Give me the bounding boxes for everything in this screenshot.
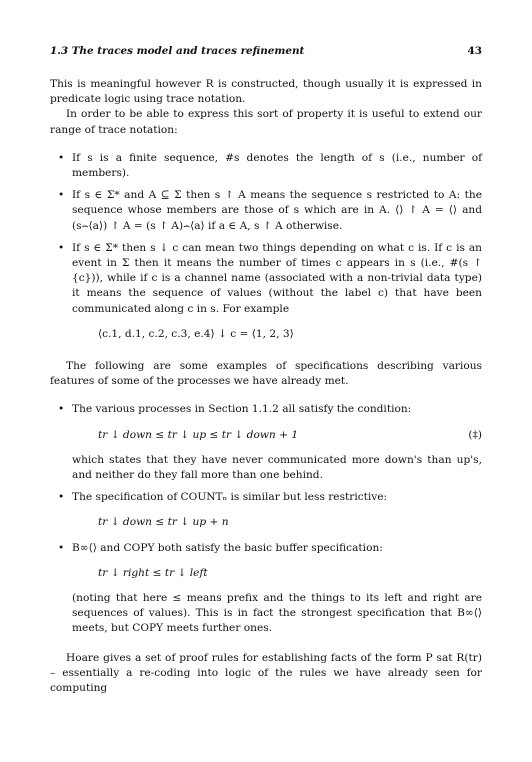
bullet-icon: • — [58, 541, 65, 554]
bullet-icon: • — [58, 241, 65, 254]
buffer-equation: tr ↓ right ≤ tr ↓ left — [98, 566, 208, 579]
condition-equation: tr ↓ down ≤ tr ↓ up ≤ tr ↓ down + 1 (‡) — [72, 428, 482, 443]
list-item: • If s is a finite sequence, #s denotes the length of s (i.e., number of members). — [58, 151, 482, 180]
count-equation: tr ↓ down ≤ tr ↓ up + n — [98, 516, 229, 529]
bullet-icon: • — [58, 151, 65, 164]
notation-list — [50, 151, 482, 342]
list-item: • B∞⟨⟩ and COPY both satisfy the basic buffer specification: tr ↓ right ≤ tr ↓ left (noting that here ≤ means prefix and the things to its left and right are sequences of values). This is in fact the strongest specification that B∞⟨⟩ meets, but COPY meets further ones. — [50, 541, 482, 637]
list-item: • The various processes in Section 1.1.2 all satisfy the condition: tr ↓ down ≤ tr ↓ up ≤ tr ↓ down + 1 (‡) which states that they have never communicated more down's than up's, and neither do they fall more than one behind. — [50, 402, 482, 483]
paragraph-examples: The following are some examples of specifications describing various features of some of the processes we have already met. — [50, 360, 482, 388]
bullet-icon: • — [58, 491, 65, 504]
example-equation: ⟨c.1, d.1, c.2, c.3, e.4⟩ ↓ c = ⟨1, 2, 3⟩ — [98, 327, 294, 340]
spec-list — [50, 402, 482, 636]
paragraph-hoare: Hoare gives a set of proof rules for establishing facts of the form P sat R(tr) – essentially a re-coding into logic of the rules we have already seen for computing — [50, 651, 482, 695]
paragraph-notation: In order to be able to express this sort of property it is useful to extend our range of trace notation: — [50, 108, 482, 136]
bullet-icon: • — [58, 189, 65, 202]
condition-explanation: which states that they have never communicated more down's than up's, and neither do they fall more than one behind. — [72, 453, 482, 482]
list-item: • The specification of COUNTₙ is similar but less restrictive: tr ↓ down ≤ tr ↓ up + n — [50, 490, 482, 530]
page-number: 43 — [467, 45, 482, 57]
list-item: • If s ∈ Σ* and A ⊆ Σ then s ↾ A means the sequence s restricted to A: the sequence whose members are those of s which are in A. ⟨⟩ ↾ A = ⟨⟩ and (s⌢⟨a⟩) ↾ A = (s ↾ A)⌢⟨a⟩ if a ∈ A, s ↾ A otherwise. — [58, 189, 482, 232]
section-title: 1.3 The traces model and traces refinement — [50, 45, 305, 57]
buffer-explanation: (noting that here ≤ means prefix and the things to its left and right are sequences of values). This is in fact the strongest specification that B∞⟨⟩ meets, but COPY meets further ones. — [72, 592, 482, 635]
bullet-icon: • — [58, 403, 65, 416]
running-header — [50, 44, 482, 59]
equation-tag: (‡) — [468, 428, 482, 441]
paragraph-intro: This is meaningful however R is constructed, though usually it is expressed in predicate logic using trace notation. — [50, 78, 482, 106]
page — [50, 44, 482, 696]
list-item: • If s ∈ Σ* then s ↓ c can mean two things depending on what c is. If c is an event in Σ then it means the number of times c appears in s (i.e., #(s ↾ {c})), while if c is a channel name (associated with a non-trivial data type) it means the sequence of values (without the label c) that have been communicated along c in s. For example ⟨c.1, d.1, c.2, c.3, e.4⟩ ↓ c = ⟨1, 2, 3⟩ — [50, 241, 482, 342]
